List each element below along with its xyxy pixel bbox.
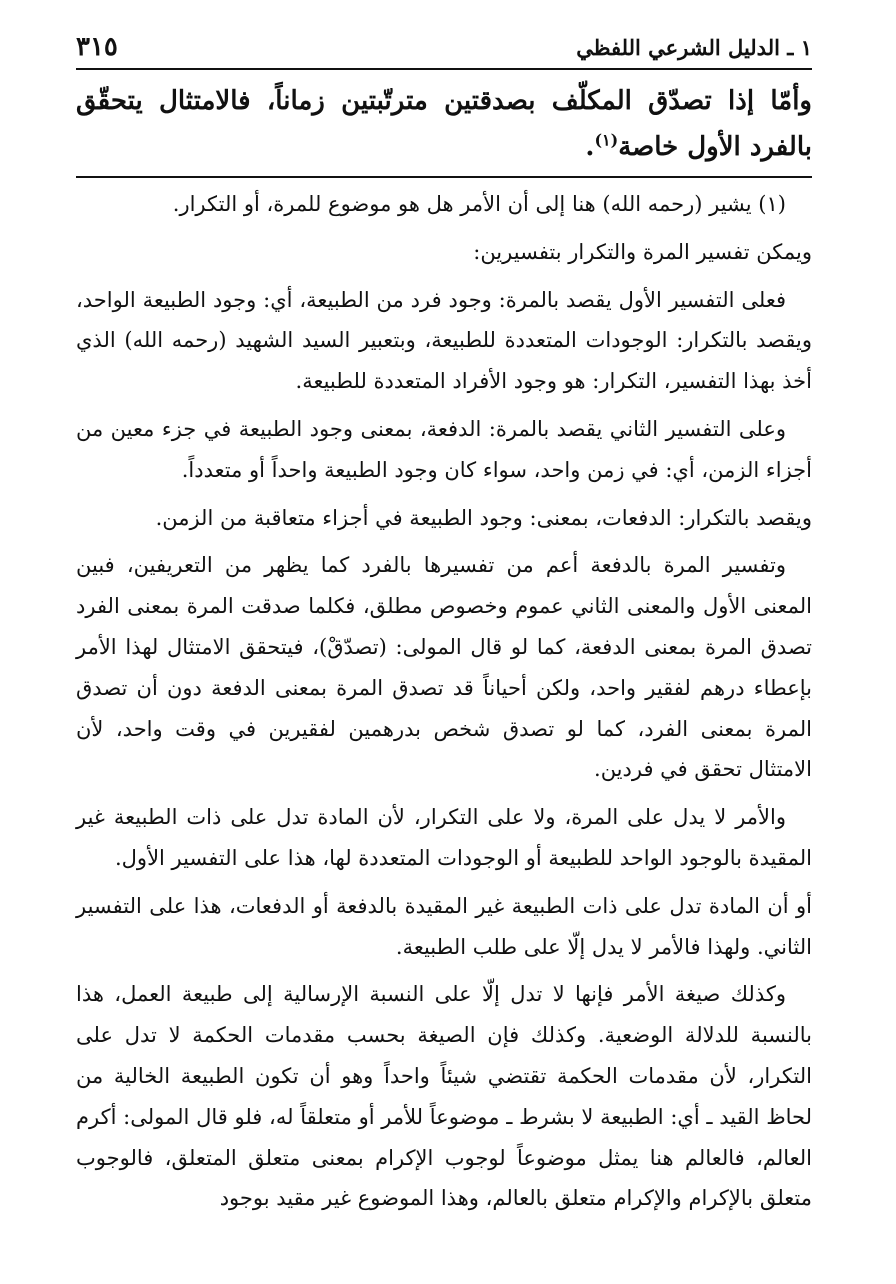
running-title: ١ ـ الدليل الشرعي اللفظي	[576, 34, 812, 60]
footnote-separator	[76, 176, 812, 178]
footnote-paragraph: وعلى التفسير الثاني يقصد بالمرة: الدفعة، بمعنى وجود الطبيعة في جزء معين من أجزاء الزمن، أي: في زمن واحد، سواء كان وجود الطبيعة واحداً أو متعدداً.	[76, 416, 812, 482]
main-text-end: .	[585, 132, 595, 162]
footnote-marker[interactable]: (١)	[594, 130, 619, 150]
page-number: ٣١٥	[76, 32, 118, 62]
footnote-paragraph: ويقصد بالتكرار: الدفعات، بمعنى: وجود الطبيعة في أجزاء متعاقبة من الزمن.	[155, 505, 812, 530]
page-header	[76, 26, 812, 70]
footnote-paragraph: ويمكن تفسير المرة والتكرار بتفسيرين:	[473, 239, 812, 264]
footnote-paragraph: وتفسير المرة بالدفعة أعم من تفسيرها بالفرد كما يظهر من التعريفين، فبين المعنى الأول والمعنى الثاني عموم وخصوص مطلق، فكلما صدقت المرة بمعنى الفرد تصدق المرة بمعنى الدفعة، كما لو قال المولى: (تصدّقْ)، فيتحقق الامتثال لهذا الأمر بإعطاء درهم لفقير واحد، ولكن أحياناً قد تصدق المرة بمعنى الدفعة دون أن تصدق المرة بمعنى الفرد، كما لو تصدق شخص بدرهمين لفقيرين في وقت واحد، لأن الامتثال تحقق في فردين.	[76, 553, 812, 782]
footnote-paragraph: أو أن المادة تدل على ذات الطبيعة غير المقيدة بالدفعة أو الدفعات، هذا على التفسير الثاني. ولهذا فالأمر لا يدل إلّا على طلب الطبيعة.	[76, 893, 812, 959]
footnotes-section	[76, 184, 812, 1226]
main-text	[76, 78, 812, 170]
footnote-paragraph: والأمر لا يدل على المرة، ولا على التكرار، لأن المادة تدل على ذات الطبيعة غير المقيدة بالوجود الواحد للطبيعة أو الوجودات المتعددة لها، هذا على التفسير الأول.	[76, 805, 812, 870]
footnote-paragraph: (١) يشير (رحمه الله) هنا إلى أن الأمر هل هو موضوع للمرة، أو التكرار.	[172, 192, 786, 216]
main-text-body: وأمّا إذا تصدّق المكلّف بصدقتين مترتّبتين زماناً، فالامتثال يتحقّق بالفرد الأول خاصة	[76, 86, 812, 162]
footnote-paragraph: وكذلك صيغة الأمر فإنها لا تدل إلّا على النسبة الإرسالية إلى طبيعة العمل، هذا بالنسبة للدلالة الوضعية. وكذلك فإن الصيغة بحسب مقدمات الحكمة لا تدل على التكرار، لأن مقدمات الحكمة تقتضي شيئاً واحداً وهو أن تكون الطبيعة الخالية من لحاظ القيد ـ أي: الطبيعة لا بشرط ـ موضوعاً للأمر أو متعلقاً له، فلو قال المولى: أكرم العالم، فالعالم هنا يمثل موضوعاً لوجوب الإكرام بمعنى متعلق المتعلق، فالوجوب متعلق بالإكرام والإكرام متعلق بالعالم، وهذا الموضوع غير مقيد بوجود	[76, 982, 812, 1211]
footnote-paragraph: فعلى التفسير الأول يقصد بالمرة: وجود فرد من الطبيعة، أي: وجود الطبيعة الواحد، ويقصد بالتكرار: الوجودات المتعددة للطبيعة، وبتعبير السيد الشهيد (رحمه الله) الذي أخذ بهذا التفسير، التكرار: هو وجود الأفراد المتعددة للطبيعة.	[76, 287, 812, 394]
